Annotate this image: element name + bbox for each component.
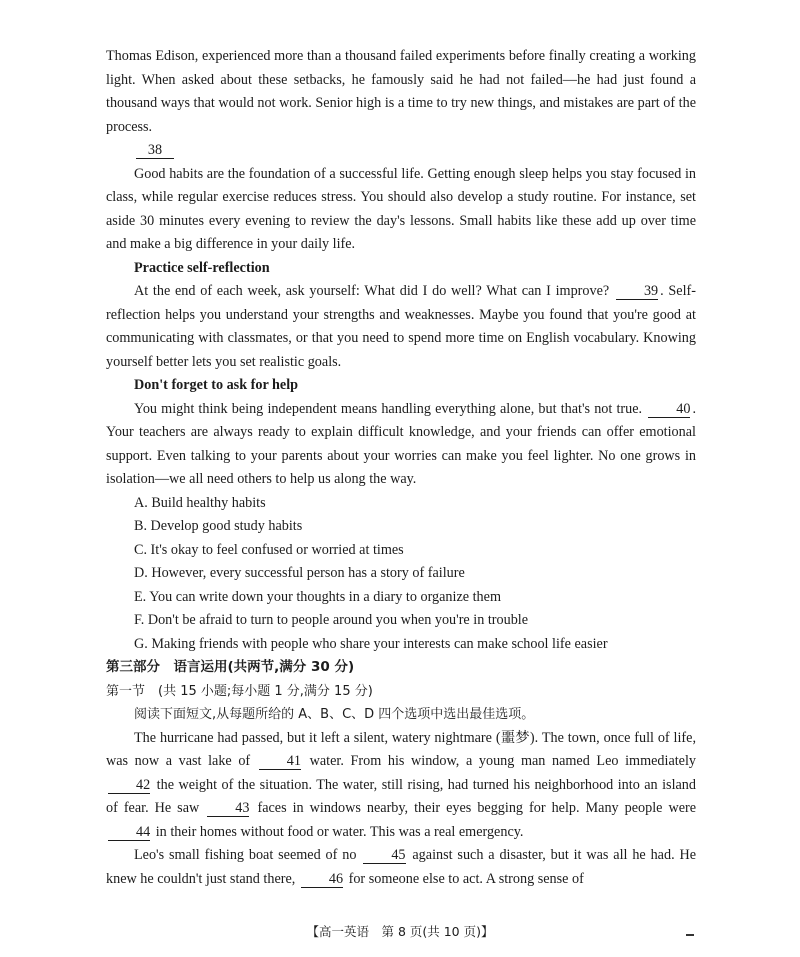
- option-d: D. However, every successful person has a story of failure: [134, 565, 465, 581]
- help-text-a: You might think being independent means handling everything alone, but that's not true.: [134, 400, 643, 417]
- option-a: A. Build healthy habits: [134, 494, 266, 511]
- blank-42: 42: [108, 777, 150, 794]
- blank-39: 39: [616, 283, 658, 300]
- reflection-text-b: . Self-reflection helps you understand your strengths and weaknesses. Maybe you found that you're good at communicating with classmates, or that you need to spend more time on English vocabulary. Knowing yourself better lets you set realistic goals.: [106, 283, 696, 370]
- blank-45: 45: [363, 847, 405, 864]
- option-c: C. It's okay to feel confused or worried at times: [134, 541, 404, 558]
- hurricane-text-c: the weight of the situation. The water, still rising, had turned his neighborhood into an island of fear. He saw: [106, 776, 696, 816]
- help-text-b: . Your teachers are always ready to explain difficult knowledge, and your friends can offer emotional support. Even talking to your parents about your worries can make you feel lighter. No one grows in isolation—we all need others to help us along the way.: [106, 400, 696, 487]
- blank-46: 46: [301, 871, 343, 888]
- blank-38: 38: [136, 142, 174, 159]
- corner-mark: [686, 934, 694, 936]
- boat-text-c: for someone else to act. A strong sense of: [348, 870, 584, 887]
- subsection-1-title: 第一节 (共 15 小题;每小题 1 分,满分 15 分): [106, 683, 373, 699]
- boat-text-a: Leo's small fishing boat seemed of no: [134, 847, 357, 863]
- page-footer: 【高一英语 第 8 页(共 10 页)】: [306, 924, 494, 939]
- paragraph-hurricane: [106, 727, 696, 845]
- heading-ask-for-help: Don't forget to ask for help: [134, 377, 299, 393]
- heading-practice-self-reflection: Practice self-reflection: [134, 259, 270, 276]
- option-f: F. Don't be afraid to turn to people around you when you're in trouble: [134, 612, 529, 628]
- option-e: E. You can write down your thoughts in a diary to organize them: [134, 588, 501, 605]
- hurricane-text-d: faces in windows nearby, their eyes begging for help. Many people were: [257, 800, 697, 816]
- question-38-blank-line: [106, 139, 696, 163]
- paragraph-reflection: [106, 280, 696, 374]
- hurricane-text-b: water. From his window, a young man named Leo immediately: [309, 753, 697, 769]
- paragraph-habits: Good habits are the foundation of a successful life. Getting enough sleep helps you stay focused in class, while regular exercise reduces stress. You should also develop a study routine. For instance, set aside 30 minutes every evening to review the day's lessons. Small habits like these add up over time and make a big difference in your daily life.: [106, 165, 696, 252]
- blank-44: 44: [108, 824, 150, 841]
- page-content: [106, 45, 696, 891]
- reflection-text-a: At the end of each week, ask yourself: What did I do well? What can I improve?: [134, 283, 610, 299]
- option-g: G. Making friends with people who share your interests can make school life easier: [134, 635, 608, 652]
- boat-text-b: against such a disaster, but it was all he had. He knew he couldn't just stand there,: [106, 847, 697, 887]
- hurricane-text-a: The hurricane had passed, but it left a silent, watery nightmare (噩梦). The town, once full of life, was now a vast lake of: [106, 729, 696, 769]
- blank-43: 43: [207, 800, 249, 817]
- paragraph-leo-boat: [106, 844, 696, 891]
- blank-41: 41: [259, 753, 301, 770]
- section-3-title: 第三部分 语言运用(共两节,满分 30 分): [106, 659, 355, 675]
- hurricane-text-e: in their homes without food or water. This was a real emergency.: [155, 823, 524, 840]
- section-instruction: 阅读下面短文,从每题所给的 A、B、C、D 四个选项中选出最佳选项。: [134, 707, 535, 722]
- option-b: B. Develop good study habits: [134, 518, 303, 534]
- paragraph-edison: Thomas Edison, experienced more than a thousand failed experiments before finally creating a working light. When asked about these setbacks, he famously said he had not failed—he had just found a thousand ways that would not work. Senior high is a time to try new things, and mistakes are part of the process.: [106, 48, 696, 135]
- blank-40: 40: [648, 401, 690, 418]
- options-list: [106, 492, 696, 657]
- paragraph-help: [106, 398, 696, 492]
